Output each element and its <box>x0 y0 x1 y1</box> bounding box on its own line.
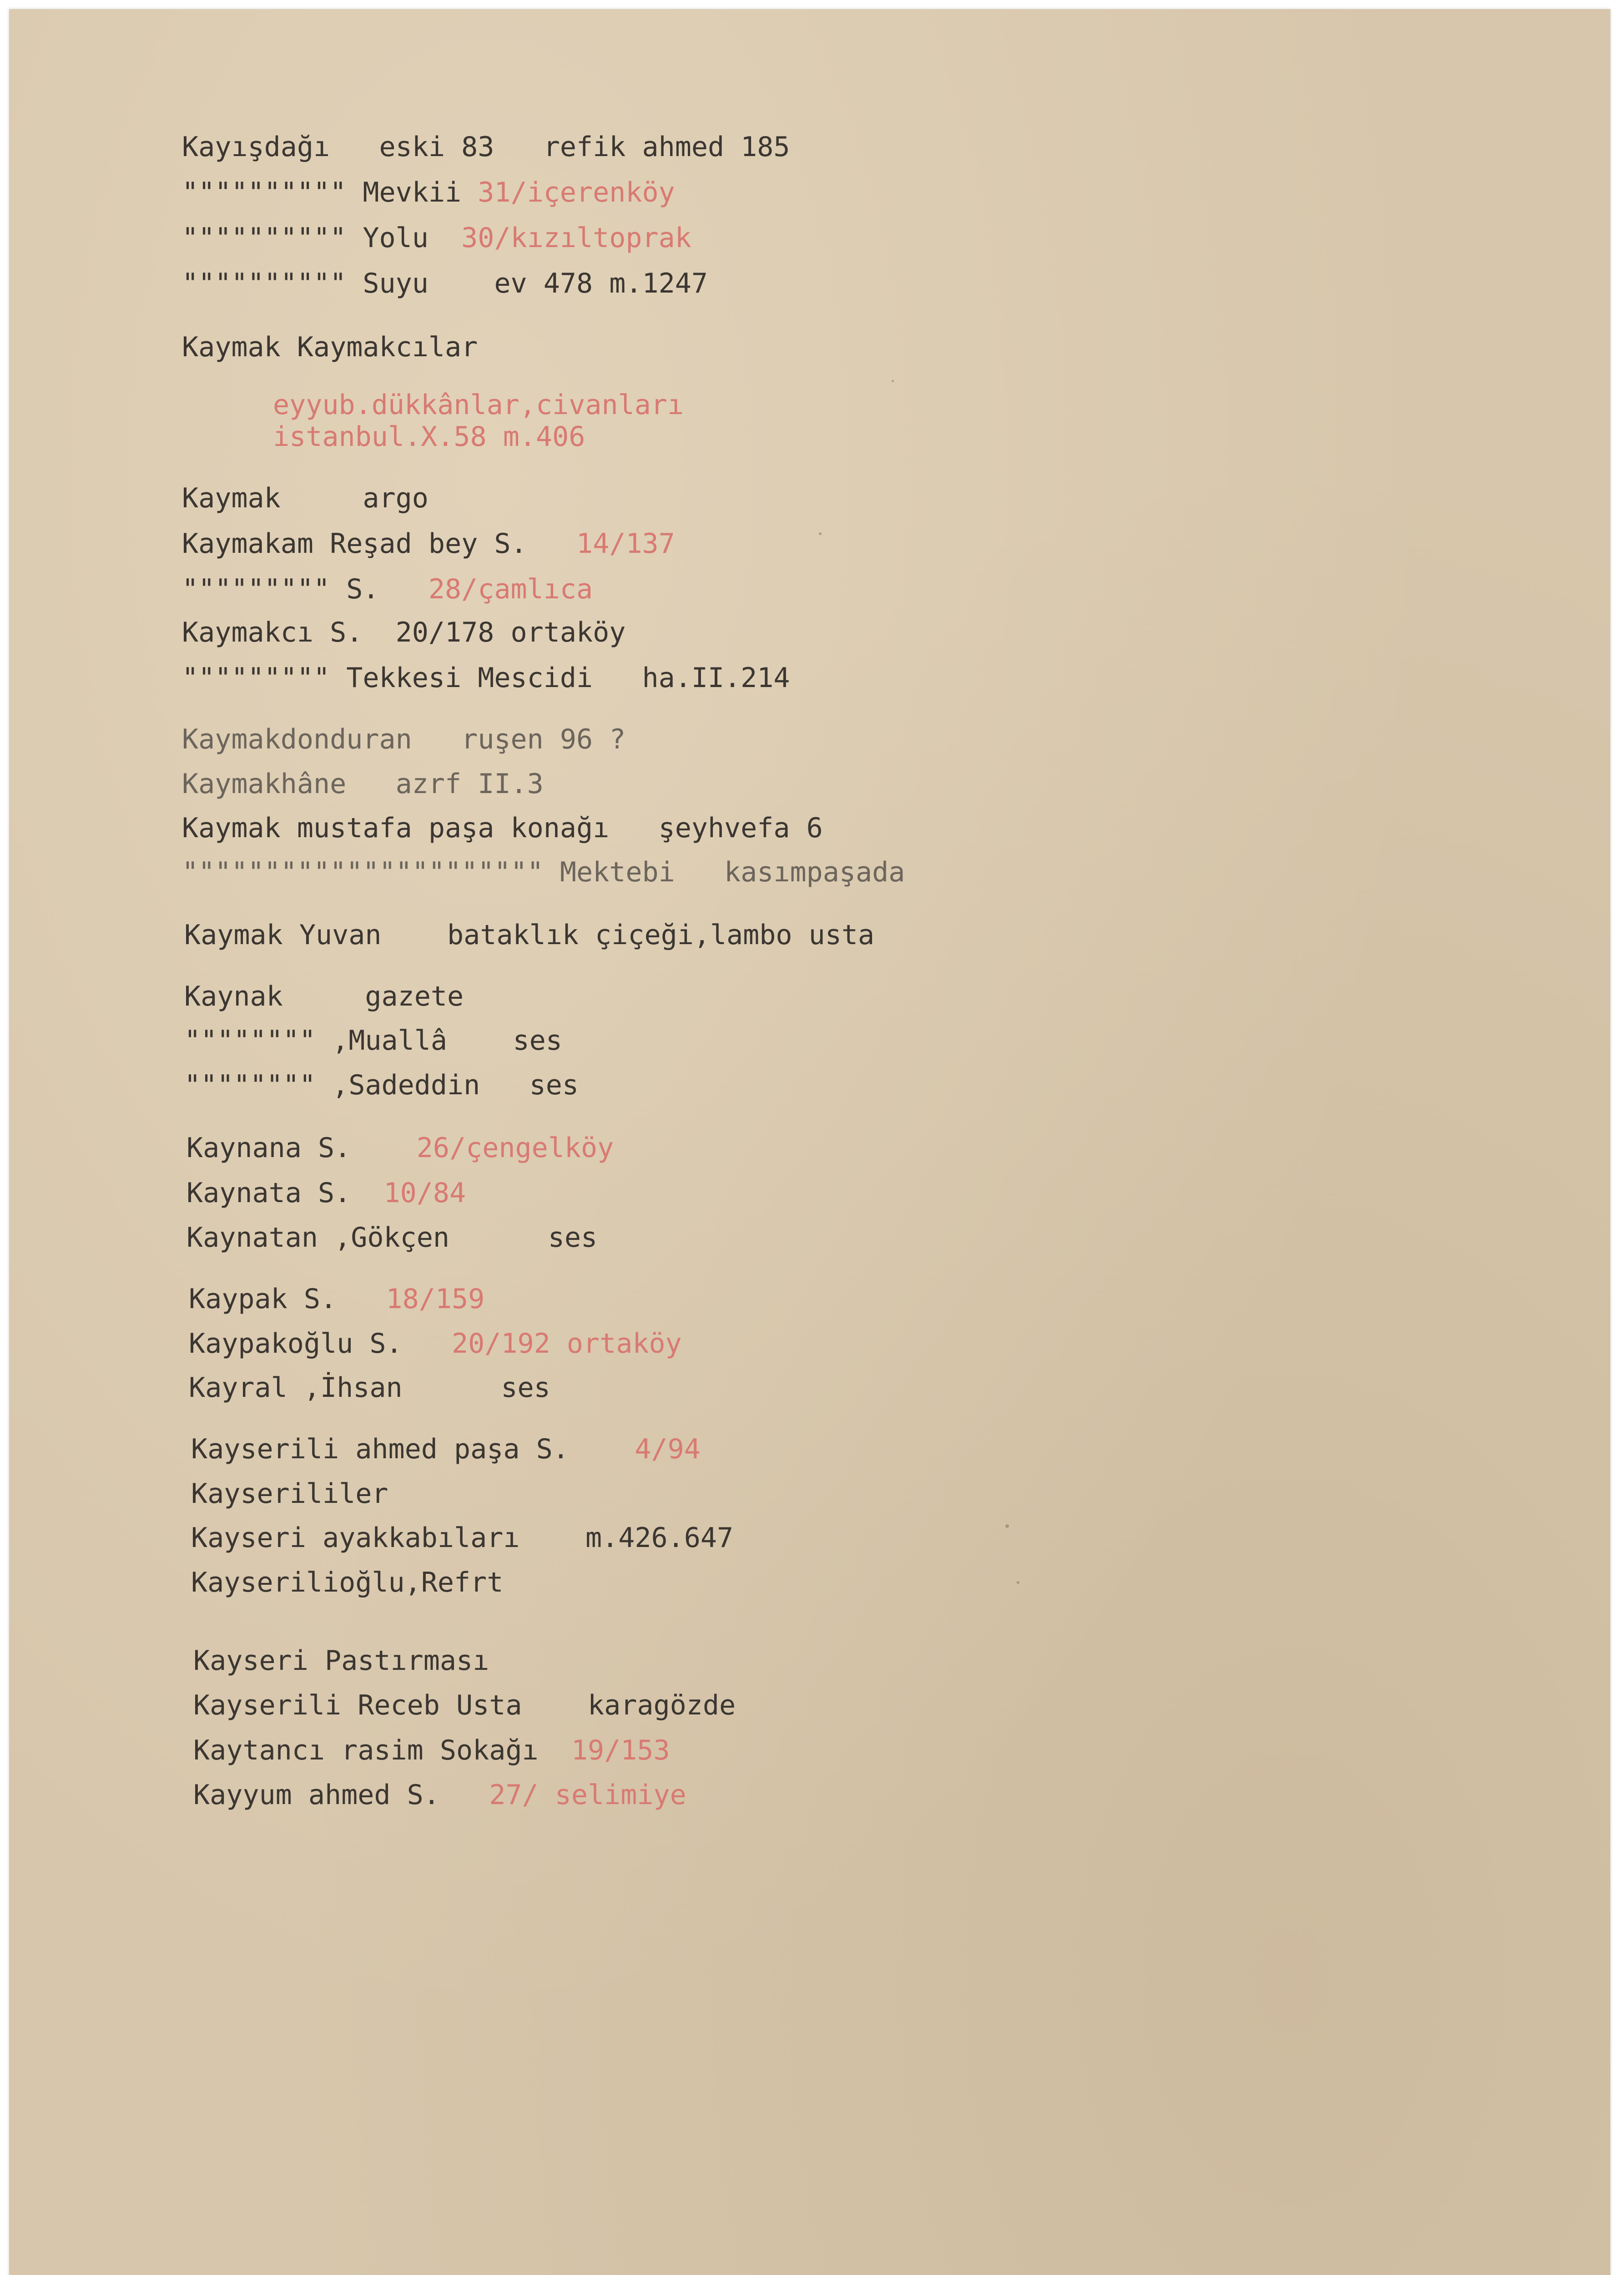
entry-line: Kaypak S. 18/159 <box>189 1283 485 1315</box>
entry-line: Kayserili ahmed paşa S. 4/94 <box>191 1433 701 1465</box>
entry-line: Kayserilioğlu,Refrt <box>191 1567 504 1598</box>
entry-line: eyyub.dükkânlar,civanları <box>273 389 684 421</box>
entry-line: istanbul.X.58 m.406 <box>273 421 585 453</box>
entry-line: Kaymakcı S. 20/178 ortaköy <box>182 617 626 648</box>
entry-line: Kaynak gazete <box>184 981 464 1012</box>
entry-line: Kayseri ayakkabıları m.426.647 <box>191 1522 734 1554</box>
entry-line: """""""" ,Sadeddin ses <box>184 1069 579 1101</box>
entry-line: """""""""""""""""""""" Mektebi kasımpaşada <box>182 856 905 888</box>
entry-line: Kayserili Receb Usta karagözde <box>193 1689 736 1721</box>
entry-line: Kayseri Pastırması <box>193 1645 489 1677</box>
typed-index-card <box>9 9 1610 2275</box>
entry-line: Kaypakoğlu S. 20/192 ortaköy <box>189 1328 682 1360</box>
entry-line: Kaymak argo <box>182 482 429 514</box>
paper-speck <box>1005 1524 1009 1528</box>
entry-line: Kayserililer <box>191 1478 388 1510</box>
entry-line: Kaymakhâne azrf II.3 <box>182 768 544 800</box>
document-page <box>9 9 1610 2275</box>
entry-line: """""""" ,Muallâ ses <box>184 1025 562 1057</box>
entry-line: Kaynata S. 10/84 <box>187 1177 466 1209</box>
entry-line: Kaymakam Reşad bey S. 14/137 <box>182 528 675 560</box>
entry-line: Kaymak Kaymakcılar <box>182 331 478 363</box>
entry-line: """""""""" Mevkii 31/içerenköy <box>182 177 675 208</box>
entry-line: """""""""" Yolu 30/kızıltoprak <box>182 222 691 254</box>
paper-speck <box>1017 1581 1019 1584</box>
entry-line: """""""""" Suyu ev 478 m.1247 <box>182 268 708 299</box>
entry-line: """"""""" Tekkesi Mescidi ha.II.214 <box>182 662 790 694</box>
entry-line: Kayral ,İhsan ses <box>189 1372 550 1404</box>
entry-line: Kayışdağı eski 83 refik ahmed 185 <box>182 131 790 163</box>
entry-line: Kaymak Yuvan bataklık çiçeği,lambo usta <box>184 919 875 951</box>
entry-line: Kayyum ahmed S. 27/ selimiye <box>193 1779 686 1811</box>
paper-speck <box>819 532 822 535</box>
entry-line: Kaynana S. 26/çengelköy <box>187 1132 614 1164</box>
paper-speck <box>892 380 894 382</box>
entry-line: Kaymakdonduran ruşen 96 ? <box>182 723 626 755</box>
entry-line: """"""""" S. 28/çamlıca <box>182 573 593 605</box>
entry-line: Kaymak mustafa paşa konağı şeyhvefa 6 <box>182 812 823 844</box>
entry-line: Kaytancı rasim Sokağı 19/153 <box>193 1734 670 1766</box>
entry-line: Kaynatan ,Gökçen ses <box>187 1222 598 1254</box>
